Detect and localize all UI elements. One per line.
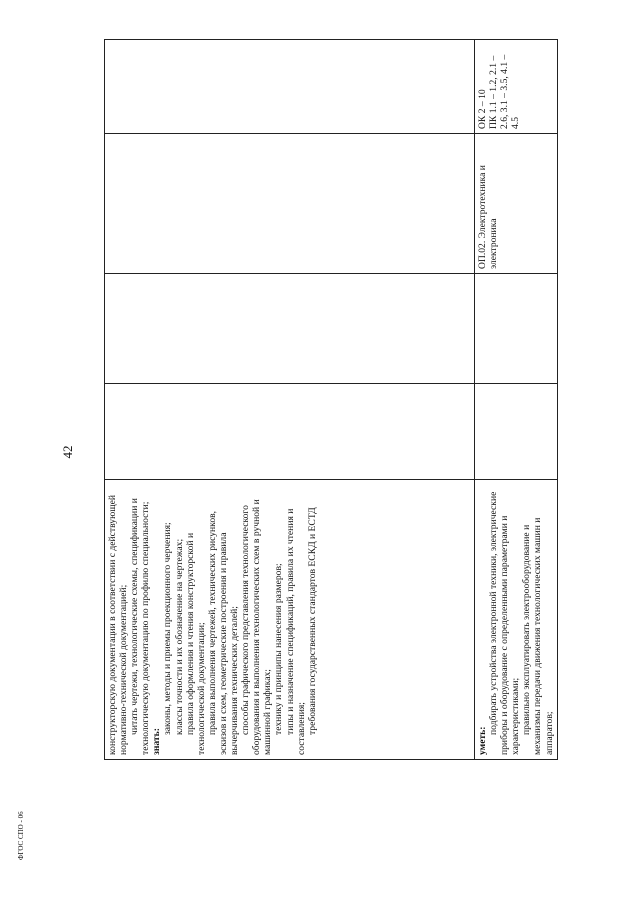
- standards-table-rotated: [104, 40, 555, 760]
- competency-codes-cell: ОК 2 – 10 ПК 1.1 – 1.2, 2.1 – 2.6, 3.1 – 3.5, 4.1 – 4.5: [475, 40, 558, 134]
- discipline-cell: ОП.02. Электротехника и электроника: [475, 134, 558, 274]
- competency-line: читать чертежи, технологические схемы, спецификации и технологическую документацию по профилю специальности;: [129, 498, 152, 755]
- footer-code: ФГОС СПО - 06: [17, 811, 25, 860]
- competency-line: классы точности и их обозначение на чертежах;: [173, 538, 185, 735]
- table-row-b: [475, 40, 558, 760]
- competency-line: способы графического представления технологического оборудования и выполнения технологических схем в ручной и машинной графиках;: [240, 499, 274, 755]
- discipline-cell: [105, 134, 475, 274]
- competency-line: законы, методы и приемы проекционного черчения;: [162, 522, 174, 735]
- required-hours-cell: [105, 274, 475, 384]
- table-row-a: [105, 40, 475, 760]
- page-number: 42: [60, 445, 75, 459]
- competency-line: подбирать устройства электронной техники, электрические приборы и оборудование с определенными параметрами и характеристиками;: [488, 491, 522, 755]
- required-hours-cell: [475, 274, 558, 384]
- competency-codes-cell: [105, 40, 475, 134]
- competency-text-cell: [105, 480, 475, 760]
- competency-text-cell: [475, 480, 558, 760]
- competency-line: правила оформления и чтения конструкторской и технологической документации;: [184, 532, 207, 755]
- competency-line: требования государственных стандартов ЕСКД и ЕСТД: [306, 507, 318, 735]
- max-load-cell: [475, 384, 558, 480]
- competency-line: конструкторскую документации в соответствии с действующей нормативно-технической документацией;: [107, 494, 130, 755]
- section-heading: знать:: [151, 728, 163, 755]
- competency-line: технику и принципы нанесения размеров;: [273, 563, 285, 735]
- competency-line: типы и назначение спецификаций, правила их чтения и составления;: [284, 508, 307, 755]
- max-load-cell: [105, 384, 475, 480]
- standards-table: [104, 39, 558, 760]
- section-heading: уметь:: [477, 726, 488, 755]
- competency-line: правила выполнения чертежей, технических рисунков, эскизов и схем, геометрические построения и правила вычерчивания технических деталей;: [206, 510, 241, 755]
- competency-line: правильно эксплуатировать электрооборудование и механизмы передачи движения технологических машин и аппаратов;: [521, 517, 555, 755]
